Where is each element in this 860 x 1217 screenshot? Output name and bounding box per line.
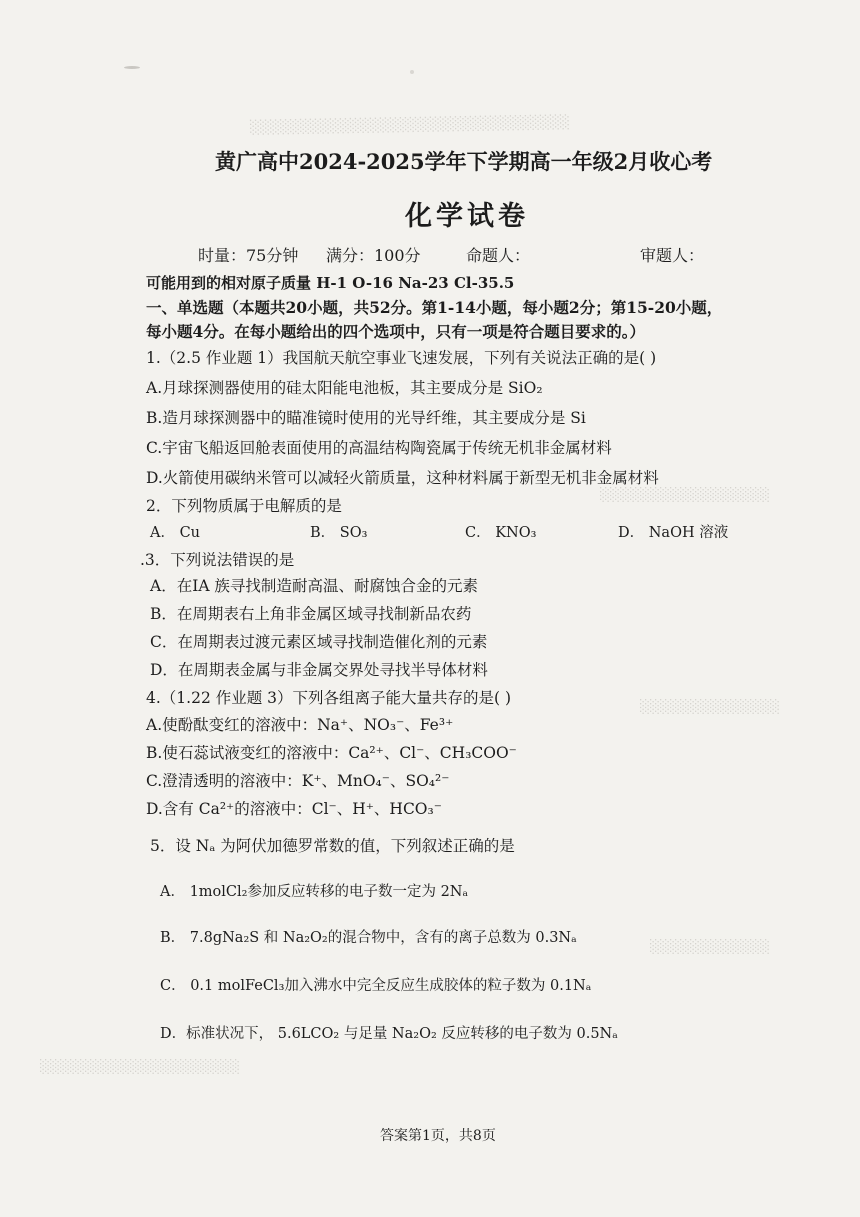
section-instructions-line2: 每小题4分。在每小题给出的四个选项中，只有一项是符合题目要求的。）	[146, 322, 646, 341]
bleed-through-text: ░░░░░░░░░░░░	[650, 940, 770, 955]
exam-subtitle: 化学试卷	[405, 201, 529, 232]
q4-stem: 4.（1.22 作业题 3）下列各组离子能大量共存的是( )	[146, 689, 512, 707]
page-footer: 答案第1页，共8页	[380, 1128, 496, 1144]
q5-option-b: B． 7.8gNa₂S 和 Na₂O₂的混合物中，含有的离子总数为 0.3Nₐ	[160, 930, 577, 946]
q1-option-a: A.月球探测器使用的硅太阳能电池板，其主要成分是 SiO₂	[146, 379, 543, 397]
exam-title: 黄广高中2024-2025学年下学期高一年级2月收心考	[215, 149, 713, 174]
q2-option-c: C． KNO₃	[465, 525, 537, 541]
section-instructions-line1: 一、单选题（本题共20小题，共52分。第1-14小题，每小题2分；第15-20小题，	[146, 298, 723, 317]
q5-option-c: C． 0.1 molFeCl₃加入沸水中完全反应生成胶体的粒子数为 0.1Nₐ	[160, 978, 592, 994]
exam-setter: 命题人：	[466, 246, 531, 265]
q5-option-d: D．标准状况下， 5.6LCO₂ 与足量 Na₂O₂ 反应转移的电子数为 0.5Nₐ	[160, 1026, 618, 1042]
q3-option-b: B．在周期表右上角非金属区域寻找制新品农药	[150, 605, 472, 623]
q5-option-a: A． 1molCl₂参加反应转移的电子数一定为 2Nₐ	[160, 884, 469, 900]
exam-reviewer: 审题人：	[640, 246, 705, 265]
atomic-masses: 可能用到的相对原子质量 H-1 O-16 Na-23 Cl-35.5	[146, 274, 515, 292]
q1-option-d: D.火箭使用碳纳米管可以减轻火箭质量，这种材料属于新型无机非金属材料	[146, 469, 659, 487]
q1-option-b: B.造月球探测器中的瞄准镜时使用的光导纤维，其主要成分是 Si	[146, 409, 586, 427]
q1-option-c: C.宇宙飞船返回舱表面使用的高温结构陶瓷属于传统无机非金属材料	[146, 439, 612, 457]
bleed-through-text: ░░░░░░░░░░░░░░░░░	[600, 488, 770, 503]
q4-option-a: A.使酚酞变红的溶液中：Na⁺、NO₃⁻、Fe³⁺	[146, 716, 454, 734]
q1-stem: 1.（2.5 作业题 1）我国航天航空事业飞速发展，下列有关说法正确的是( )	[146, 349, 657, 367]
scan-smudge	[410, 70, 414, 74]
q3-stem: .3．下列说法错误的是	[140, 551, 295, 569]
q3-option-a: A．在IA 族寻找制造耐高温、耐腐蚀合金的元素	[150, 577, 478, 595]
q3-option-d: D．在周期表金属与非金属交界处寻找半导体材料	[150, 661, 488, 679]
q4-option-c: C.澄清透明的溶液中：K⁺、MnO₄⁻、SO₄²⁻	[146, 772, 450, 790]
q5-stem: 5．设 Nₐ 为阿伏加德罗常数的值，下列叙述正确的是	[150, 837, 515, 855]
bleed-through-text: ░░░░░░░░░░░░░░	[640, 700, 780, 715]
bleed-through-text: ░░░░░░░░░░░░░░░░░░░░░░░░░░░░░░░░	[249, 115, 571, 136]
scan-smudge	[124, 66, 140, 69]
q2-option-d: D． NaOH 溶液	[618, 525, 729, 541]
bleed-through-text: ░░░░░░░░░░░░░░░░░░░░	[40, 1060, 240, 1075]
q3-option-c: C．在周期表过渡元素区域寻找制造催化剂的元素	[150, 633, 488, 651]
exam-time: 时量：75分钟	[198, 246, 299, 265]
q2-option-b: B． SO₃	[310, 525, 368, 541]
q4-option-d: D.含有 Ca²⁺的溶液中：Cl⁻、H⁺、HCO₃⁻	[146, 800, 442, 818]
q2-option-a: A． Cu	[150, 525, 201, 541]
q2-stem: 2．下列物质属于电解质的是	[146, 497, 342, 515]
q4-option-b: B.使石蕊试液变红的溶液中：Ca²⁺、Cl⁻、CH₃COO⁻	[146, 744, 517, 762]
exam-full-score: 满分：100分	[326, 246, 421, 265]
